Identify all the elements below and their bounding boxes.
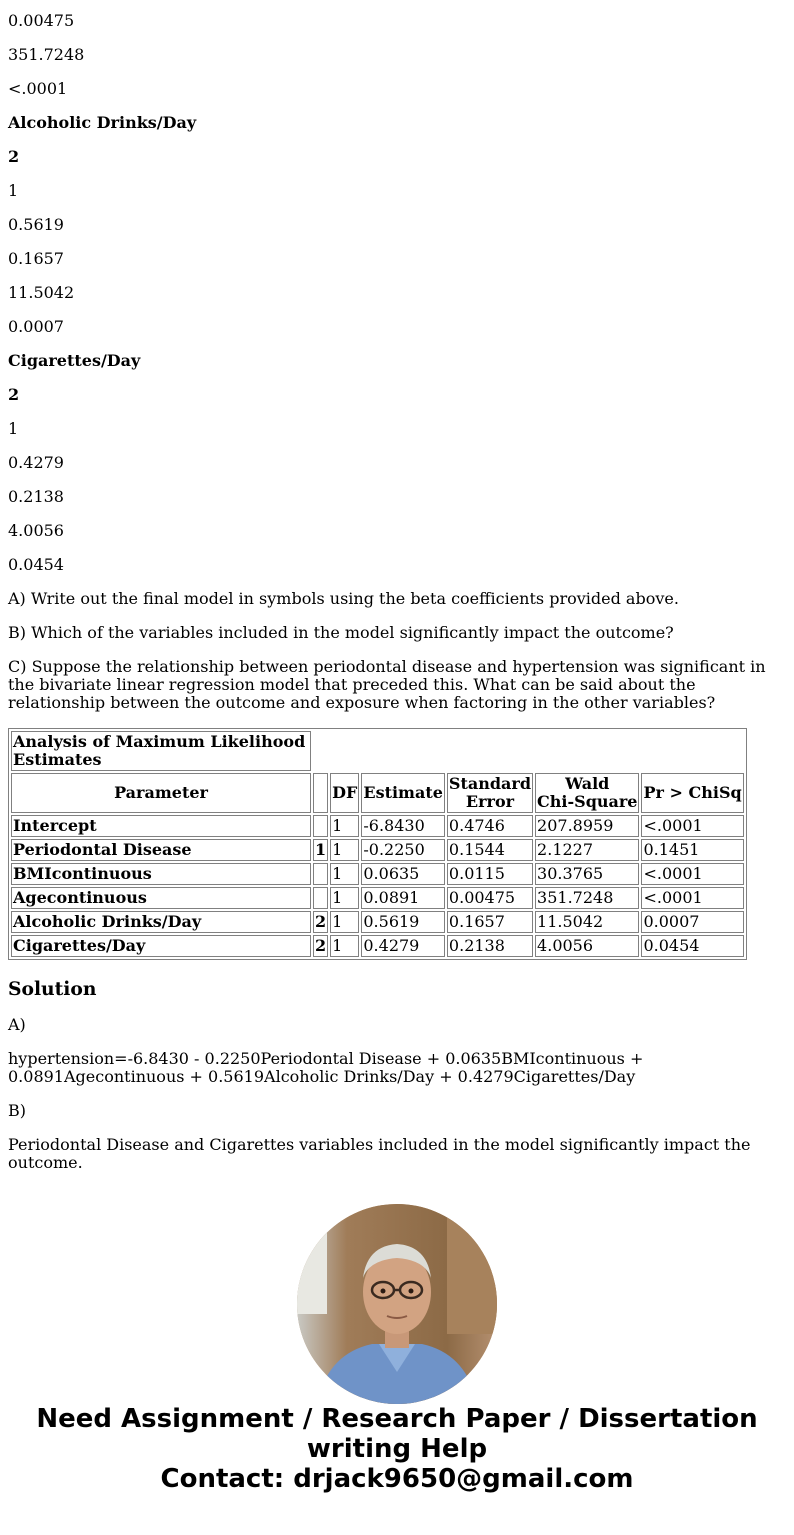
cell-wald: 11.5042: [535, 911, 639, 933]
question-b: B) Which of the variables included in the model significantly impact the outcome?: [8, 623, 674, 642]
value-text: 0.5619: [8, 215, 64, 234]
cell-estimate: 0.4279: [361, 935, 445, 957]
value-text: 0.4279: [8, 453, 64, 472]
cell-df: 1: [330, 911, 359, 933]
table-row: [11, 863, 744, 885]
header-df: DF: [330, 773, 359, 813]
author-photo: [297, 1204, 497, 1404]
header-standard-error: Standard Error: [448, 774, 532, 811]
cell-wald: 2.1227: [535, 839, 639, 861]
header-level: [313, 773, 328, 813]
cell-df: 1: [330, 863, 359, 885]
cell-se: 0.1544: [447, 839, 533, 861]
value-text: 4.0056: [8, 521, 64, 540]
cell-wald: 207.8959: [535, 815, 639, 837]
cell-df: 1: [330, 815, 359, 837]
cell-level: [313, 887, 328, 909]
table-row: [11, 887, 744, 909]
cell-level: 1: [315, 840, 327, 859]
solution-b-text: Periodontal Disease and Cigarettes variables included in the model significantly impact the outcome.: [8, 1135, 751, 1172]
cell-df: 1: [330, 887, 359, 909]
table-row: [11, 839, 744, 861]
parameter-level: 2: [8, 147, 20, 166]
table-row: [11, 935, 744, 957]
cell-p: 0.0007: [641, 911, 743, 933]
portrait-image: [297, 1204, 497, 1404]
parameter-name: Cigarettes/Day: [8, 351, 141, 370]
value-text: 1: [8, 419, 19, 438]
parameter-level: 2: [8, 385, 20, 404]
promo-line: writing Help: [306, 1434, 488, 1464]
question-c: C) Suppose the relationship between periodontal disease and hypertension was significant in the bivariate linear regression model that preceded this. What can be said about the relationship between the outcome and exposure when factoring in the other variables?: [8, 657, 766, 712]
cell-p: <.0001: [641, 887, 743, 909]
value-text: 351.7248: [8, 45, 85, 64]
cell-se: 0.0115: [447, 863, 533, 885]
cell-p: <.0001: [641, 815, 743, 837]
parameter-name: Alcoholic Drinks/Day: [8, 113, 197, 132]
cell-wald: 4.0056: [535, 935, 639, 957]
header-parameter: Parameter: [11, 773, 311, 813]
cell-level: 2: [315, 936, 327, 955]
author-photo-container: [8, 1204, 786, 1404]
cell-df: 1: [330, 935, 359, 957]
cell-wald: 30.3765: [535, 863, 639, 885]
cell-se: 0.2138: [447, 935, 533, 957]
solution-body: [8, 1016, 786, 1172]
cell-p: 0.0454: [641, 935, 743, 957]
value-text: 11.5042: [8, 283, 75, 302]
cell-se: 0.1657: [447, 911, 533, 933]
question-a: A) Write out the final model in symbols using the beta coefficients provided above.: [8, 589, 679, 608]
header-estimate: Estimate: [361, 773, 445, 813]
value-text: 0.2138: [8, 487, 64, 506]
solution-a-label: A): [8, 1015, 26, 1034]
solution-a-text: hypertension=-6.8430 - 0.2250Periodontal Disease + 0.0635BMIcontinuous + 0.0891Agecontinuous + 0.5619Alcoholic Drinks/Day + 0.4279Cigarettes/Day: [8, 1049, 644, 1086]
mle-table: [8, 728, 747, 960]
cell-estimate: 0.0891: [361, 887, 445, 909]
cell-parameter: Periodontal Disease: [11, 839, 311, 861]
cell-estimate: 0.0635: [361, 863, 445, 885]
cell-estimate: 0.5619: [361, 911, 445, 933]
cell-level: [313, 815, 328, 837]
promo-contact: Contact: drjack9650@gmail.com: [160, 1464, 634, 1494]
cell-p: 0.1451: [641, 839, 743, 861]
header-p-value: Pr > ChiSq: [641, 773, 743, 813]
value-text: 0.1657: [8, 249, 64, 268]
cell-parameter: Agecontinuous: [11, 887, 311, 909]
cell-df: 1: [330, 839, 359, 861]
value-text: 0.00475: [8, 11, 75, 30]
cell-parameter: Cigarettes/Day: [11, 935, 311, 957]
table-row: [11, 911, 744, 933]
cell-level: [313, 863, 328, 885]
cell-level: 2: [315, 912, 327, 931]
cell-parameter: Intercept: [11, 815, 311, 837]
promo-line: Need Assignment / Research Paper / Dissertation: [36, 1404, 758, 1434]
table-title: Analysis of Maximum Likelihood Estimates: [11, 731, 311, 771]
cell-estimate: -6.8430: [361, 815, 445, 837]
cell-estimate: -0.2250: [361, 839, 445, 861]
header-wald-chi-square: Wald Chi-Square: [537, 774, 638, 811]
cell-se: 0.00475: [447, 887, 533, 909]
value-text: 0.0454: [8, 555, 64, 574]
value-text: 0.0007: [8, 317, 64, 336]
cell-wald: 351.7248: [535, 887, 639, 909]
value-text: 1: [8, 181, 19, 200]
table-row: [11, 815, 744, 837]
table-header-row: [11, 773, 744, 813]
cell-parameter: BMIcontinuous: [11, 863, 311, 885]
cell-se: 0.4746: [447, 815, 533, 837]
promo-banner: [0, 1404, 794, 1494]
cell-p: <.0001: [641, 863, 743, 885]
solution-heading: Solution: [8, 978, 97, 1000]
value-text: <.0001: [8, 79, 68, 98]
solution-b-label: B): [8, 1101, 26, 1120]
cell-parameter: Alcoholic Drinks/Day: [11, 911, 311, 933]
document-page: [0, 12, 794, 1404]
